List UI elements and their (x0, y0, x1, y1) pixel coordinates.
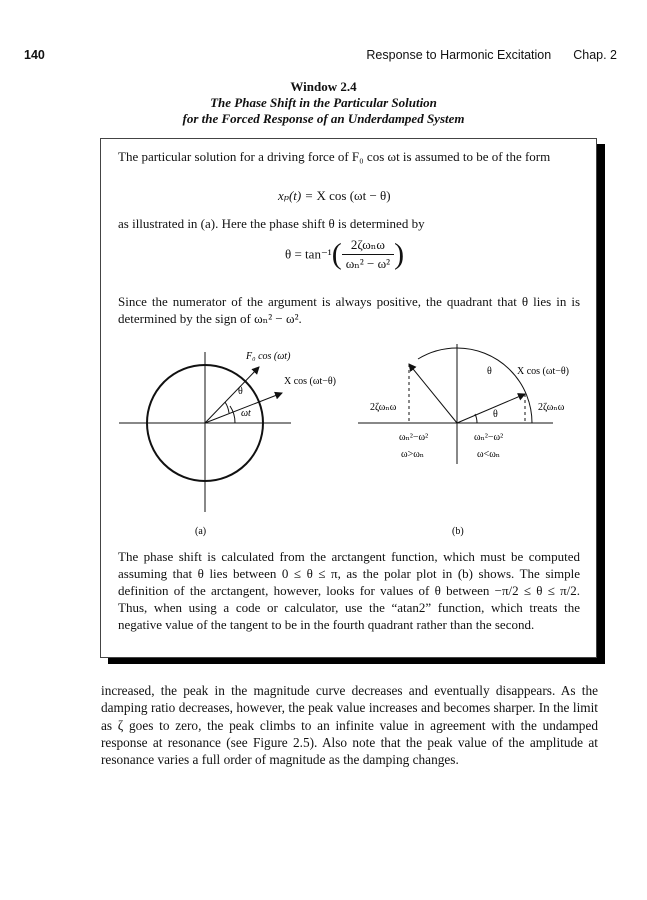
window-box (100, 138, 597, 658)
fig-a-wt-label: ωt (241, 408, 251, 419)
fig-b-left-cond: ω>ωₙ (401, 449, 425, 460)
body-paragraph: increased, the peak in the magnitude curve decreases and eventually disappears. As the damping ratio decreases, however, the peak value increases and becomes sharper. In the limit as ζ goes to zero, the peak climbs to an infinite value in agreement with the undamped response at resonance (see Figure 2.5). Also note that the peak value of the amplitude at resonance varies a full order of magnitude as the damping changes. (101, 683, 598, 768)
equation2-numerator: 2ζωₙω (342, 237, 394, 255)
fig-b-response-label: X cos (ωt−θ) (517, 366, 570, 377)
page-number: 140 (24, 48, 45, 62)
fig-a-theta-label: θ (238, 386, 243, 397)
equation2-lhs: θ = tan⁻¹ (285, 246, 332, 262)
window-title (0, 79, 647, 127)
chapter-label: Chap. 2 (573, 48, 617, 62)
running-title-group (344, 48, 617, 62)
equation1-lhs: xₚ(t) = (278, 188, 317, 203)
equation-phase-shift: θ = tan⁻¹( $\frac{\text{2ζωₙω}}{\text{ωₙ² − ω²}}$ ) (285, 237, 405, 271)
fig-b-left-vector (409, 364, 457, 423)
phase-diagrams (101, 334, 596, 544)
fig-b-right-expr: ωₙ²−ω² (474, 432, 504, 443)
fig-b-theta-arc (475, 414, 477, 423)
window-label: Window 2.4 (290, 79, 357, 94)
equation-particular-solution (278, 188, 391, 204)
fig-b-arc (418, 348, 532, 423)
fig-a-force-label: F₀ cos (ωt) (246, 351, 291, 362)
fig-b-theta-top: θ (487, 366, 492, 377)
figure-a (119, 351, 336, 537)
fig-b-right-cond: ω<ωₙ (477, 449, 501, 460)
fig-b-right-vector (457, 394, 525, 423)
equation2-fraction (342, 237, 394, 272)
phase-intro-paragraph: as illustrated in (a). Here the phase shift θ is determined by (118, 216, 425, 231)
equation1-rhs: X cos (ωt − θ) (316, 188, 391, 203)
window-title-line1: The Phase Shift in the Particular Solution (210, 95, 437, 110)
fig-a-theta-arc (225, 402, 229, 413)
figure-b (358, 344, 569, 537)
fig-a-caption: (a) (195, 526, 207, 537)
fig-b-damp-left: 2ζωₙω (370, 402, 397, 413)
fig-b-left-expr: ωₙ²−ω² (399, 432, 429, 443)
running-header (24, 48, 617, 66)
window-title-line2: for the Forced Response of an Underdamped System (182, 111, 465, 126)
intro-paragraph: The particular solution for a driving force of F₀ cos ωt is assumed to be of the form (118, 149, 551, 164)
quadrant-paragraph: Since the numerator of the argument is always positive, the quadrant that θ lies in is determined by the sign of ωₙ² − ω². (118, 294, 580, 326)
arctangent-paragraph: The phase shift is calculated from the arctangent function, which must be computed assuming that θ lies between 0 ≤ θ ≤ π, as the polar plot in (b) shows. The simple definition of the arctangent, however, looks for values of θ between −π/2 ≤ θ ≤ π/2. Thus, when using a code or calculator, use the “atan2” function, which treats the negative value of the tangent to be in the fourth quadrant rather than the second. (118, 549, 580, 632)
running-title: Response to Harmonic Excitation (366, 48, 552, 62)
fig-a-response-label: X cos (ωt−θ) (284, 376, 337, 387)
equation2-denominator: ωₙ² − ω² (345, 256, 391, 271)
fig-b-theta-small: θ (493, 409, 498, 420)
fig-a-force-vector (205, 367, 259, 423)
fig-b-damp-right: 2ζωₙω (538, 402, 565, 413)
fig-b-caption: (b) (452, 526, 464, 537)
fig-a-wt-arc (230, 406, 235, 423)
